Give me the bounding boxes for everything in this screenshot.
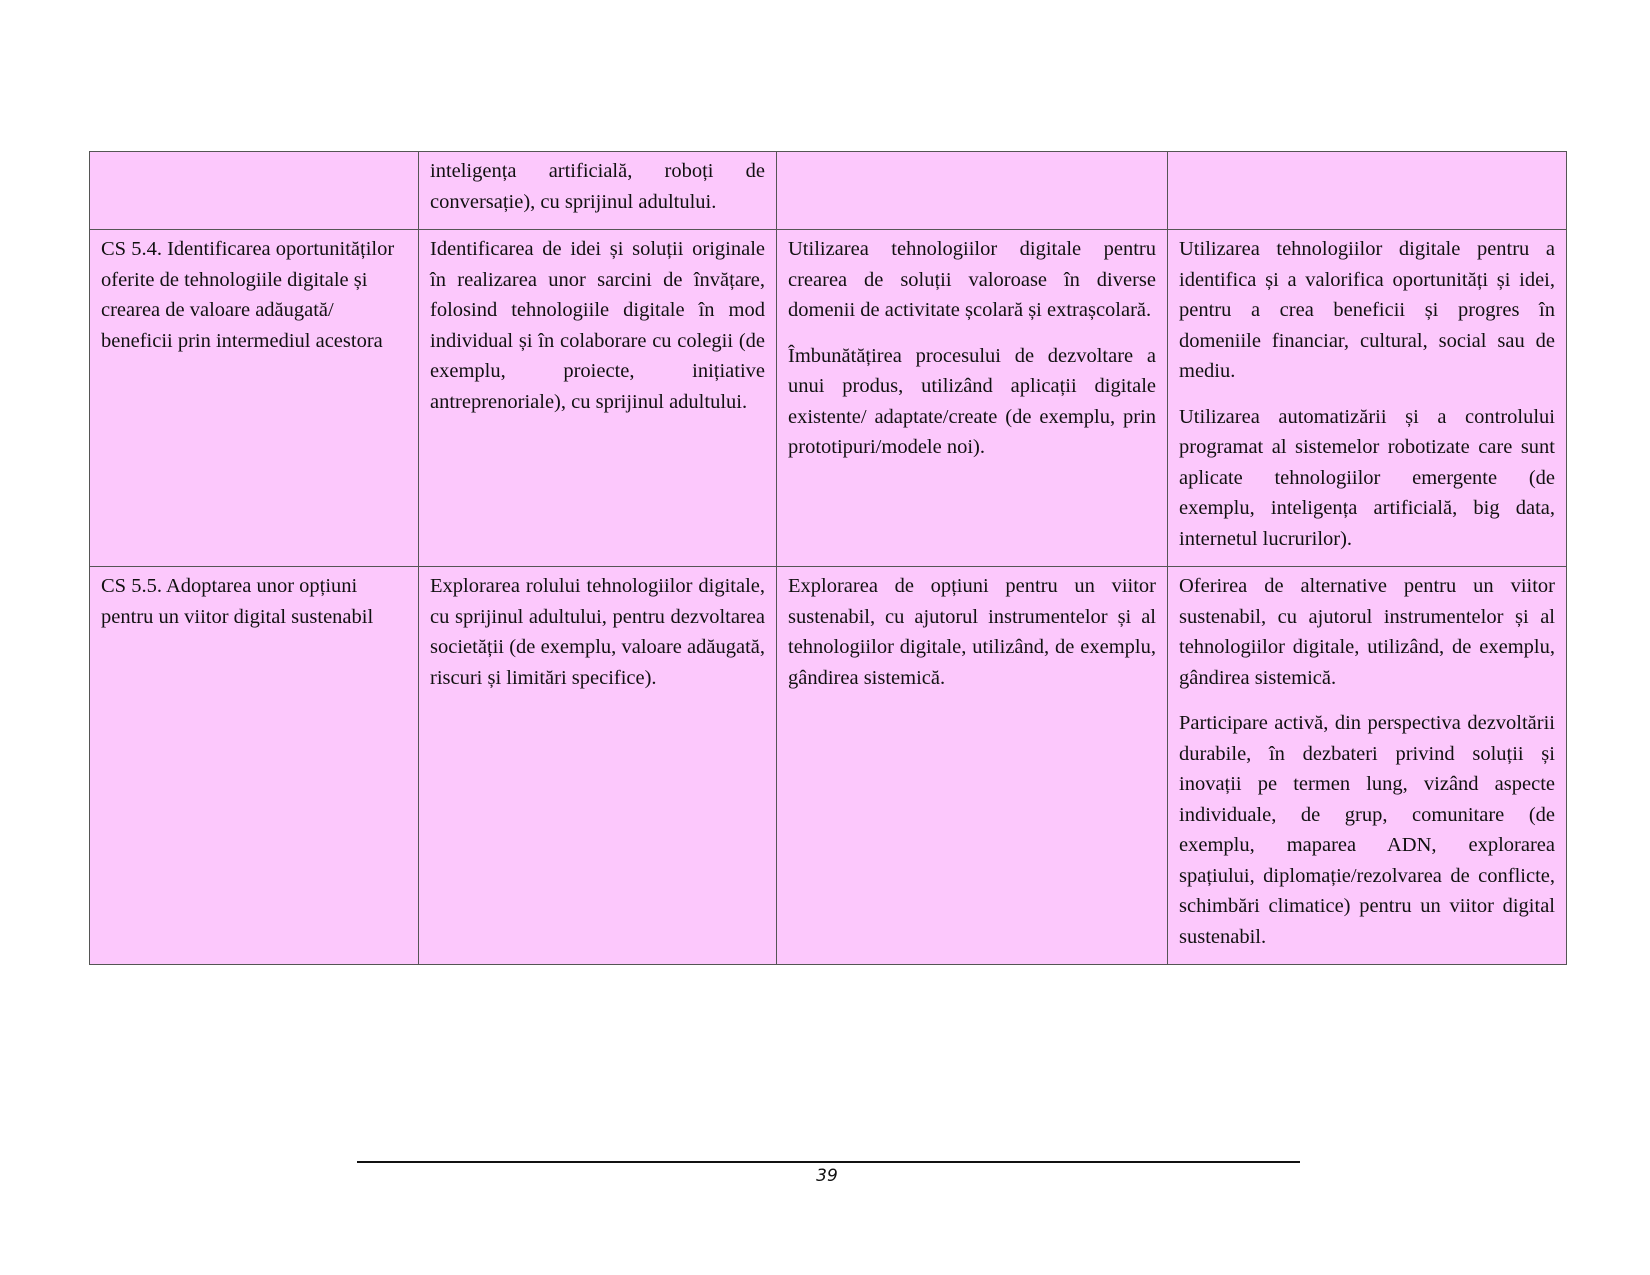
cell-text: Identificarea de idei și soluții originale în realizarea unor sarcini de învățare, folosind tehnologiile digitale în mod individual și în colaborare cu colegii (de exemplu, proiecte, inițiative antreprenoriale), cu sprijinul adultului. [430, 238, 765, 413]
cell-text: CS 5.5. Adoptarea unor opțiuni pentru un viitor digital sustenabil [101, 575, 374, 628]
cell-paragraph: Utilizarea tehnologiilor digitale pentru crearea de soluții valoroase în diverse domenii de activitate școlară și extrașcolară. [788, 238, 1156, 321]
cell-paragraph: Utilizarea tehnologiilor digitale pentru a identifica și a valorifica oportunități și idei, pentru a crea beneficii și progres în domeniile financiar, cultural, social sau de mediu. [1179, 238, 1555, 382]
cell-paragraph: Îmbunătățirea procesului de dezvoltare a unui produs, utilizând aplicații digitale existente/ adaptate/create (de exemplu, prin prototipuri/modele noi). [788, 344, 1156, 458]
table-cell [90, 152, 419, 230]
table-row-continued [90, 152, 1567, 230]
table-cell [1168, 567, 1567, 965]
page-number: 39 [816, 1166, 838, 1186]
table-cell [419, 567, 777, 965]
cell-paragraph: Participare activă, din perspectiva dezvoltării durabile, în dezbateri privind soluții și inovații pe termen lung, vizând aspecte individuale, de grup, comunitare (de exemplu, maparea ADN, explorarea spațiului, diplomație/rezolvarea de conflicte, schimbări climatice) pentru un viitor digital sustenabil. [1179, 712, 1555, 948]
table-cell [777, 152, 1168, 230]
specific-competence-cell [90, 567, 419, 965]
table-cell [777, 230, 1168, 567]
cell-text: CS 5.4. Identificarea oportunităților oferite de tehnologiile digitale și crearea de valoare adăugată/ beneficii prin intermediul acestora [101, 238, 395, 352]
table-cell [1168, 230, 1567, 567]
table-cell [419, 230, 777, 567]
cell-paragraph: Utilizarea automatizării și a controlului programat al sistemelor robotizate care sunt aplicate tehnologiilor emergente (de exemplu, inteligența artificială, big data, internetul lucrurilor). [1179, 405, 1555, 550]
footer-divider [357, 1161, 1300, 1163]
table-cell [419, 152, 777, 230]
table-cell [1168, 152, 1567, 230]
competencies-table [89, 151, 1567, 965]
table-row-cs-5-5 [90, 567, 1567, 965]
cell-text: inteligența artificială, roboți de conversație), cu sprijinul adultului. [430, 160, 765, 213]
specific-competence-cell [90, 230, 419, 567]
table-cell [777, 567, 1168, 965]
table-row-cs-5-4 [90, 230, 1567, 567]
cell-text: Explorarea rolului tehnologiilor digitale, cu sprijinul adultului, pentru dezvoltarea societății (de exemplu, valoare adăugată, riscuri și limitări specifice). [430, 575, 765, 689]
cell-text: Explorarea de opțiuni pentru un viitor sustenabil, cu ajutorul instrumentelor și al tehnologiilor digitale, utilizând, de exemplu, gândirea sistemică. [788, 575, 1156, 689]
cell-paragraph: Oferirea de alternative pentru un viitor sustenabil, cu ajutorul instrumentelor și al tehnologiilor digitale, utilizând, de exemplu, gândirea sistemică. [1179, 575, 1555, 689]
